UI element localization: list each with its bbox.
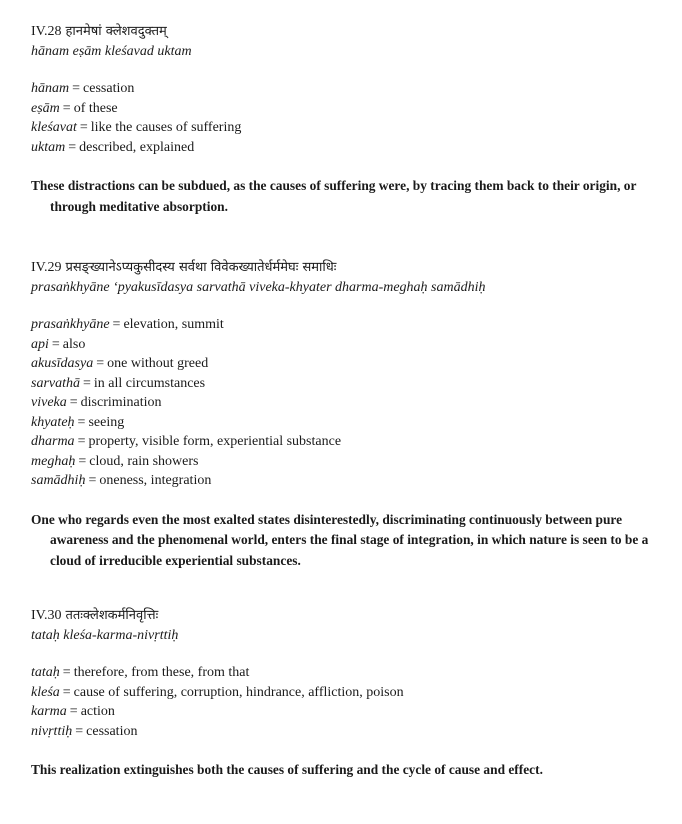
sutra-transliteration: hānam eṣām kleśavad uktam xyxy=(31,44,192,59)
glossary-item xyxy=(31,99,671,119)
glossary-meaning: of these xyxy=(73,100,118,116)
glossary-term: meghaḥ xyxy=(31,453,76,469)
sutra-transliteration: tataḥ kleśa-karma-nivṛttiḥ xyxy=(31,628,179,643)
glossary-item xyxy=(31,315,671,335)
glossary-item xyxy=(31,471,671,491)
glossary-item xyxy=(31,452,671,472)
sutra-heading xyxy=(31,606,671,626)
glossary-item xyxy=(31,413,671,433)
glossary-separator: = xyxy=(112,317,121,332)
sutra-iv-29 xyxy=(31,258,671,584)
sutra-heading xyxy=(31,258,671,278)
glossary-separator: = xyxy=(62,665,71,680)
glossary-item xyxy=(31,432,671,452)
glossary-item xyxy=(31,393,671,413)
glossary-term: kleśavat xyxy=(31,120,77,135)
glossary-separator: = xyxy=(69,704,78,719)
glossary-item xyxy=(31,138,671,158)
glossary-item xyxy=(31,374,671,394)
glossary-term: viveka xyxy=(31,395,67,410)
glossary-term: dharma xyxy=(31,434,75,449)
glossary-item xyxy=(31,79,671,99)
sutra-heading xyxy=(31,22,671,42)
sutra-iv-28 xyxy=(31,22,671,230)
glossary-separator: = xyxy=(69,395,78,410)
glossary-separator: = xyxy=(79,120,88,135)
glossary-separator: = xyxy=(88,473,97,488)
glossary-term: nivṛttiḥ xyxy=(31,723,73,739)
glossary-term: akusīdasya xyxy=(31,356,94,371)
glossary-separator: = xyxy=(77,414,86,430)
glossary-list xyxy=(31,663,671,741)
glossary-meaning: cause of suffering, corruption, hindrance, affliction, poison xyxy=(73,684,404,700)
sutra-devanagari: हानमेषां क्लेशवदुक्तम् xyxy=(65,24,167,39)
glossary-term: kleśa xyxy=(31,684,60,700)
glossary-term: tataḥ xyxy=(31,665,60,680)
sutra-number: IV.29 xyxy=(31,260,62,275)
glossary-meaning: seeing xyxy=(88,414,125,430)
sutra-iv-30 xyxy=(31,606,671,794)
glossary-separator: = xyxy=(62,100,71,116)
glossary-item xyxy=(31,354,671,374)
glossary-separator: = xyxy=(68,139,77,155)
sutra-devanagari: ततःक्लेशकर्मनिवृत्तिः xyxy=(65,608,159,623)
glossary-term: samādhiḥ xyxy=(31,473,86,488)
glossary-separator: = xyxy=(51,336,60,352)
glossary-separator: = xyxy=(62,684,71,700)
glossary-separator: = xyxy=(75,723,84,739)
glossary-meaning: one without greed xyxy=(107,356,209,371)
glossary-separator: = xyxy=(83,375,91,391)
glossary-meaning: elevation, summit xyxy=(123,317,224,332)
sutra-number: IV.30 xyxy=(31,608,62,623)
glossary-item xyxy=(31,722,671,742)
glossary-item xyxy=(31,118,671,138)
glossary-term: uktam xyxy=(31,139,66,155)
glossary-meaning: described, explained xyxy=(79,139,195,155)
glossary-separator: = xyxy=(96,356,105,371)
glossary-term: eṣām xyxy=(31,100,60,116)
sutra-translation: These distractions can be subdued, as the causes of suffering were, by tracing them back to their origin, or through meditative absorption. xyxy=(31,178,637,214)
glossary-term: khyateḥ xyxy=(31,414,75,430)
sutra-devanagari: प्रसङ्ख्यानेऽप्यकुसीदस्य सर्वथा विवेकख्यातेर्धर्ममेघः समाधिः xyxy=(65,260,337,275)
glossary-term: karma xyxy=(31,704,67,719)
sutra-transliteration: prasaṅkhyāne ‘pyakusīdasya sarvathā viveka-khyater dharma-meghaḥ samādhiḥ xyxy=(31,280,486,295)
glossary-meaning: cloud, rain showers xyxy=(89,453,199,469)
glossary-item xyxy=(31,663,671,683)
glossary-term: api xyxy=(31,336,49,352)
glossary-meaning: discrimination xyxy=(80,395,162,410)
glossary-term: sarvathā xyxy=(31,375,80,391)
glossary-separator: = xyxy=(78,453,87,469)
glossary-meaning: cessation xyxy=(83,81,135,96)
glossary-meaning: action xyxy=(80,704,115,719)
glossary-separator: = xyxy=(72,81,81,96)
glossary-meaning: like the causes of suffering xyxy=(90,120,242,135)
glossary-meaning: cessation xyxy=(86,723,138,739)
glossary-item xyxy=(31,335,671,355)
glossary-term: hānam xyxy=(31,81,70,96)
glossary-meaning: oneness, integration xyxy=(99,473,212,488)
sutra-translation: One who regards even the most exalted states disinterestedly, discriminating continuously between pure awareness and the phenomenal world, enters the final stage of integration, in which nature is seen to be a cloud of irreducible experiential substances. xyxy=(31,511,649,568)
glossary-separator: = xyxy=(77,434,86,449)
sutra-number: IV.28 xyxy=(31,24,62,39)
glossary-item xyxy=(31,702,671,722)
glossary-list xyxy=(31,79,671,157)
sutra-translation: This realization extinguishes both the causes of suffering and the cycle of cause and effect. xyxy=(31,762,543,777)
glossary-item xyxy=(31,683,671,703)
glossary-meaning: in all circumstances xyxy=(93,375,206,391)
glossary-list xyxy=(31,315,671,491)
glossary-meaning: property, visible form, experiential substance xyxy=(88,434,342,449)
glossary-meaning: therefore, from these, from that xyxy=(73,665,250,680)
glossary-term: prasaṅkhyāne xyxy=(31,317,110,332)
glossary-meaning: also xyxy=(62,336,86,352)
